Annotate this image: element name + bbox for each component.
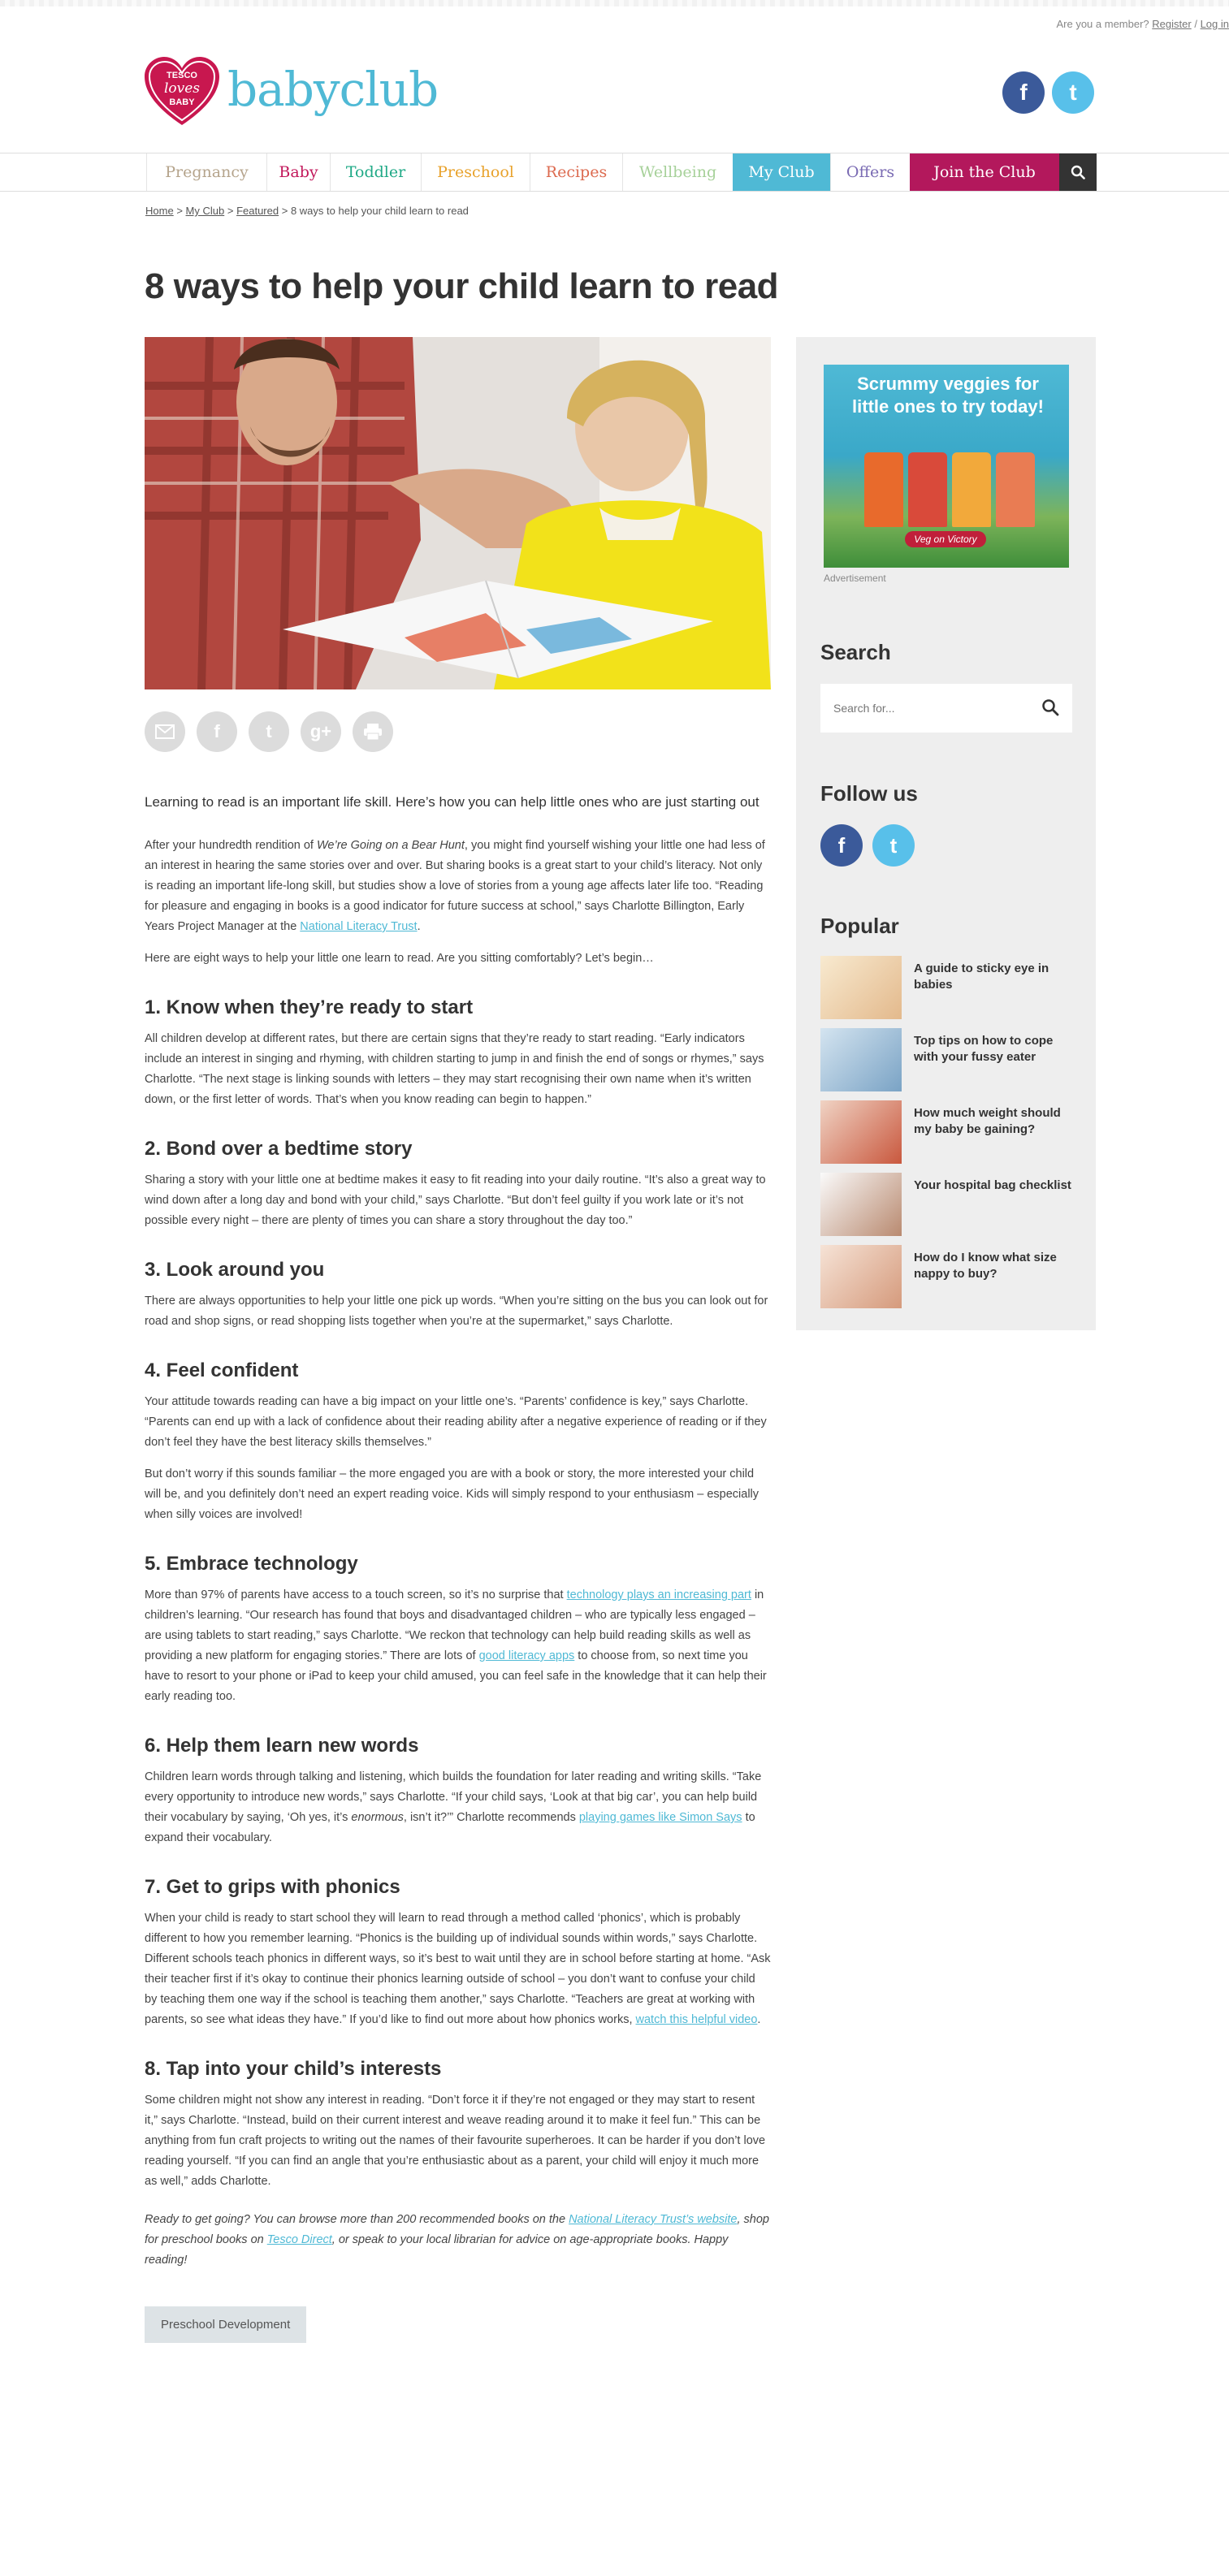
breadcrumb xyxy=(145,205,469,217)
share-toolbar xyxy=(145,711,393,752)
national-literacy-trust-link[interactable]: National Literacy Trust xyxy=(300,920,418,933)
breadcrumb-home[interactable]: Home xyxy=(145,205,174,217)
popular-item-title: How much weight should my baby be gaining? xyxy=(914,1106,1061,1136)
popular-list xyxy=(820,956,1080,1317)
nav-my-club[interactable]: My Club xyxy=(733,153,830,191)
logo-line-loves: loves xyxy=(163,80,201,97)
section-text-4b: But don’t worry if this sounds familiar – the more engaged you are with a book or story, the more interested your child will be, and you definitely don’t need an expert reading voice. Kids will simply respond to your enthusiasm – especially when silly voices are involved! xyxy=(145,1467,759,1521)
advert-pouch xyxy=(952,452,991,527)
breadcrumb-separator: > xyxy=(281,205,288,217)
advert-pouch xyxy=(996,452,1035,527)
nav-search-button[interactable] xyxy=(1059,153,1097,191)
sidebar xyxy=(796,337,1096,1330)
tag-preschool-development[interactable]: Preschool Development xyxy=(145,2306,306,2343)
popular-heading: Popular xyxy=(820,914,899,938)
advert-pouch xyxy=(864,452,903,527)
nlt-website-link[interactable]: National Literacy Trust’s website xyxy=(569,2213,738,2226)
email-glyph xyxy=(155,724,175,739)
advert-headline: Scrummy veggies for little ones to try today! xyxy=(852,374,1044,417)
twitter-share-icon[interactable]: t xyxy=(249,711,289,752)
facebook-share-icon[interactable]: f xyxy=(197,711,237,752)
tesco-loves-baby-logo[interactable] xyxy=(145,57,219,127)
hero-illustration xyxy=(145,337,771,689)
popular-item-title: A guide to sticky eye in babies xyxy=(914,962,1049,992)
section-text-7: When your child is ready to start school they will learn to read through a method called ‘phonics’, which is probably different to how you remember learning. “Phonics is the building up of individual sounds within words,” says Charlotte. Different schools teach phonics in different ways, so it’s best to wait until they are in school before starting at home. “Ask their teacher first if it’s okay to continue their phonics learning outside of school – you don’t want to confuse your child by teaching them one way if the school is teaching them another,” says Charlotte. “Teachers are great at working with parents, so see what ideas they have.” If you’d like to find out more about how phonics works, watch this helpful video. xyxy=(145,1912,771,2026)
nav-preschool[interactable]: Preschool xyxy=(421,153,530,191)
twitter-icon[interactable]: t xyxy=(872,824,915,867)
section-heading-6: 6. Help them learn new words xyxy=(145,1735,419,1757)
section-heading-8: 8. Tap into your child’s interests xyxy=(145,2058,442,2080)
popular-item[interactable] xyxy=(820,956,1080,1028)
popular-thumbnail xyxy=(820,1245,902,1308)
section-heading-5: 5. Embrace technology xyxy=(145,1553,358,1575)
section-text-3: There are always opportunities to help your little one pick up words. “When you’re sitting on the bus you can look out for road and shop signs, or read shopping lists together when you’re at the supermarket,” says Charlotte. xyxy=(145,1294,768,1328)
print-glyph xyxy=(363,723,383,741)
intro-paragraph: After your hundredth rendition of We’re Going on a Bear Hunt, you might find yourself wishing your little one had less of an interest in hearing the same stories over and over. But sharing books is a great start to your child’s literacy. Not only is reading an important life-long skill, but studies show a love of stories from a young age affects later life too. “Reading for pleasure and engaging in books is a good indicator for future success at school,” says Charlotte Billington, Early Years Project Manager at the National Literacy Trust. xyxy=(145,839,765,933)
member-prompt: Are you a member? xyxy=(1056,18,1149,30)
follow-icons xyxy=(820,824,915,867)
search-icon[interactable] xyxy=(1041,698,1059,716)
intro-paragraph-2: Here are eight ways to help your little one learn to read. Are you sitting comfortably? Let’s begin… xyxy=(145,952,654,965)
top-pattern-strip xyxy=(0,0,1229,6)
login-link[interactable]: Log in xyxy=(1200,18,1229,30)
nav-wellbeing[interactable]: Wellbeing xyxy=(622,153,733,191)
article-body xyxy=(145,792,771,2343)
google-plus-icon[interactable]: g+ xyxy=(301,711,341,752)
nav-offers[interactable]: Offers xyxy=(830,153,910,191)
popular-item[interactable] xyxy=(820,1245,1080,1317)
phonics-video-link[interactable]: watch this helpful video xyxy=(635,2013,758,2026)
main-nav xyxy=(0,153,1229,192)
follow-us-heading: Follow us xyxy=(820,781,918,806)
facebook-icon[interactable]: f xyxy=(820,824,863,867)
page-title: 8 ways to help your child learn to read xyxy=(145,266,779,306)
member-bar xyxy=(1056,18,1229,30)
sidebar-search xyxy=(820,684,1072,733)
section-text-4a: Your attitude towards reading can have a big impact on your little one’s. “Parents’ confidence is key,” says Charlotte. “Parents can end up with a lack of confidence about their reading ability after a negative experience of reading or if they don’t feel they have the best literacy skills themselves.” xyxy=(145,1395,767,1449)
popular-thumbnail xyxy=(820,1100,902,1164)
site-brand-name[interactable]: babyclub xyxy=(227,62,439,117)
section-text-5: More than 97% of parents have access to a touch screen, so it’s no surprise that technology plays an increasing part in children’s learning. “Our research has found that boys and disadvantaged children – who are typically less engaged – are using tablets to start reading,” says Charlotte. “We reckon that technology can help build reading skills as well as providing a new platform for engaging stories.” There are lots of good literacy apps to choose from, so next time you have to resort to your phone or iPad to keep your child amused, you can feel safe in the knowledge that it can help their early reading too. xyxy=(145,1588,767,1703)
hero-image xyxy=(145,337,771,689)
search-icon xyxy=(1071,165,1085,179)
technology-link[interactable]: technology plays an increasing part xyxy=(566,1588,751,1601)
nav-recipes[interactable]: Recipes xyxy=(530,153,622,191)
article-lead: Learning to read is an important life skill. Here’s how you can help little ones who are just starting out xyxy=(145,794,759,810)
popular-item[interactable] xyxy=(820,1100,1080,1173)
popular-item-title: Top tips on how to cope with your fussy eater xyxy=(914,1034,1054,1064)
closing-paragraph: Ready to get going? You can browse more than 200 recommended books on the National Literacy Trust’s website, shop for preschool books on Tesco Direct, or speak to your local librarian for advice on age-appropriate books. Happy reading! xyxy=(145,2213,769,2267)
advertisement-label: Advertisement xyxy=(824,573,886,584)
breadcrumb-my-club[interactable]: My Club xyxy=(185,205,225,217)
section-heading-2: 2. Bond over a bedtime story xyxy=(145,1138,413,1160)
section-text-2: Sharing a story with your little one at bedtime makes it easy to fit reading into your daily routine. “It’s also a great way to wind down after a long day and bond with your child,” says Charlotte. “But don’t feel guilty if you work late or it’s not possible every night – there are plenty of times you can share a story throughout the day too.” xyxy=(145,1173,766,1227)
register-link[interactable]: Register xyxy=(1152,18,1192,30)
popular-item-title: How do I know what size nappy to buy? xyxy=(914,1251,1057,1281)
section-text-8: Some children might not show any interest in reading. “Don’t force it if they’re not engaged or they may start to resent it,” says Charlotte. “Instead, build on their current interest and weave reading around it to make it feel fun.” This can be anything from fun craft projects to writing out the names of their favourite superheroes. It can be harder if you don’t love reading yourself. “If you can find an angle that you’re enthusiastic about as a parent, your child will enjoy it much more as well,” adds Charlotte. xyxy=(145,2094,766,2188)
nav-pregnancy[interactable]: Pregnancy xyxy=(146,153,266,191)
member-separator: / xyxy=(1194,18,1197,30)
advert-pouch xyxy=(908,452,947,527)
logo-line-baby: BABY xyxy=(169,97,195,107)
nav-baby[interactable]: Baby xyxy=(266,153,330,191)
nav-toddler[interactable]: Toddler xyxy=(330,153,421,191)
popular-thumbnail xyxy=(820,956,902,1019)
logo-line-tesco: TESCO xyxy=(167,71,197,80)
facebook-icon[interactable]: f xyxy=(1002,71,1045,114)
print-icon[interactable] xyxy=(353,711,393,752)
breadcrumb-featured[interactable]: Featured xyxy=(236,205,279,217)
breadcrumb-current: 8 ways to help your child learn to read xyxy=(290,205,469,217)
section-text-1: All children develop at different rates, but there are certain signs that they’re ready to start reading. “Early indicators include an interest in singing and rhyming, with children starting to jump in and finish the end of songs or rhymes,” says Charlotte. “The next stage is linking sounds with letters – they may start recognising their own name when it’s written down, or the first letter of words. That’s when you know reading can begin to happen.” xyxy=(145,1032,764,1106)
section-text-6: Children learn words through talking and listening, which builds the foundation for later reading and writing skills. “Take every opportunity to introduce new words,” says Charlotte. “If your child says, ‘Look at that big car’, you can help build their vocabulary by saying, ‘Oh yes, it’s enormous, isn’t it?’” Charlotte recommends playing games like Simon Says to expand their vocabulary. xyxy=(145,1770,762,1844)
section-heading-7: 7. Get to grips with phonics xyxy=(145,1876,400,1898)
popular-item[interactable] xyxy=(820,1173,1080,1245)
popular-thumbnail xyxy=(820,1028,902,1091)
breadcrumb-separator: > xyxy=(176,205,183,217)
search-heading: Search xyxy=(820,640,891,664)
section-heading-3: 3. Look around you xyxy=(145,1259,325,1281)
section-heading-4: 4. Feel confident xyxy=(145,1359,299,1381)
popular-item-title: Your hospital bag checklist xyxy=(914,1178,1071,1192)
twitter-icon[interactable]: t xyxy=(1052,71,1094,114)
email-icon[interactable] xyxy=(145,711,185,752)
search-input[interactable] xyxy=(820,684,1023,733)
advert-banner[interactable] xyxy=(824,365,1069,568)
simon-says-link[interactable]: playing games like Simon Says xyxy=(578,1811,742,1824)
breadcrumb-separator: > xyxy=(227,205,234,217)
section-heading-1: 1. Know when they’re ready to start xyxy=(145,996,474,1018)
nav-join-the-club[interactable]: Join the Club xyxy=(910,153,1059,191)
literacy-apps-link[interactable]: good literacy apps xyxy=(478,1649,575,1662)
tesco-direct-link[interactable]: Tesco Direct xyxy=(266,2233,332,2246)
advert-badge: Veg on Victory xyxy=(905,531,986,547)
popular-thumbnail xyxy=(820,1173,902,1236)
popular-item[interactable] xyxy=(820,1028,1080,1100)
